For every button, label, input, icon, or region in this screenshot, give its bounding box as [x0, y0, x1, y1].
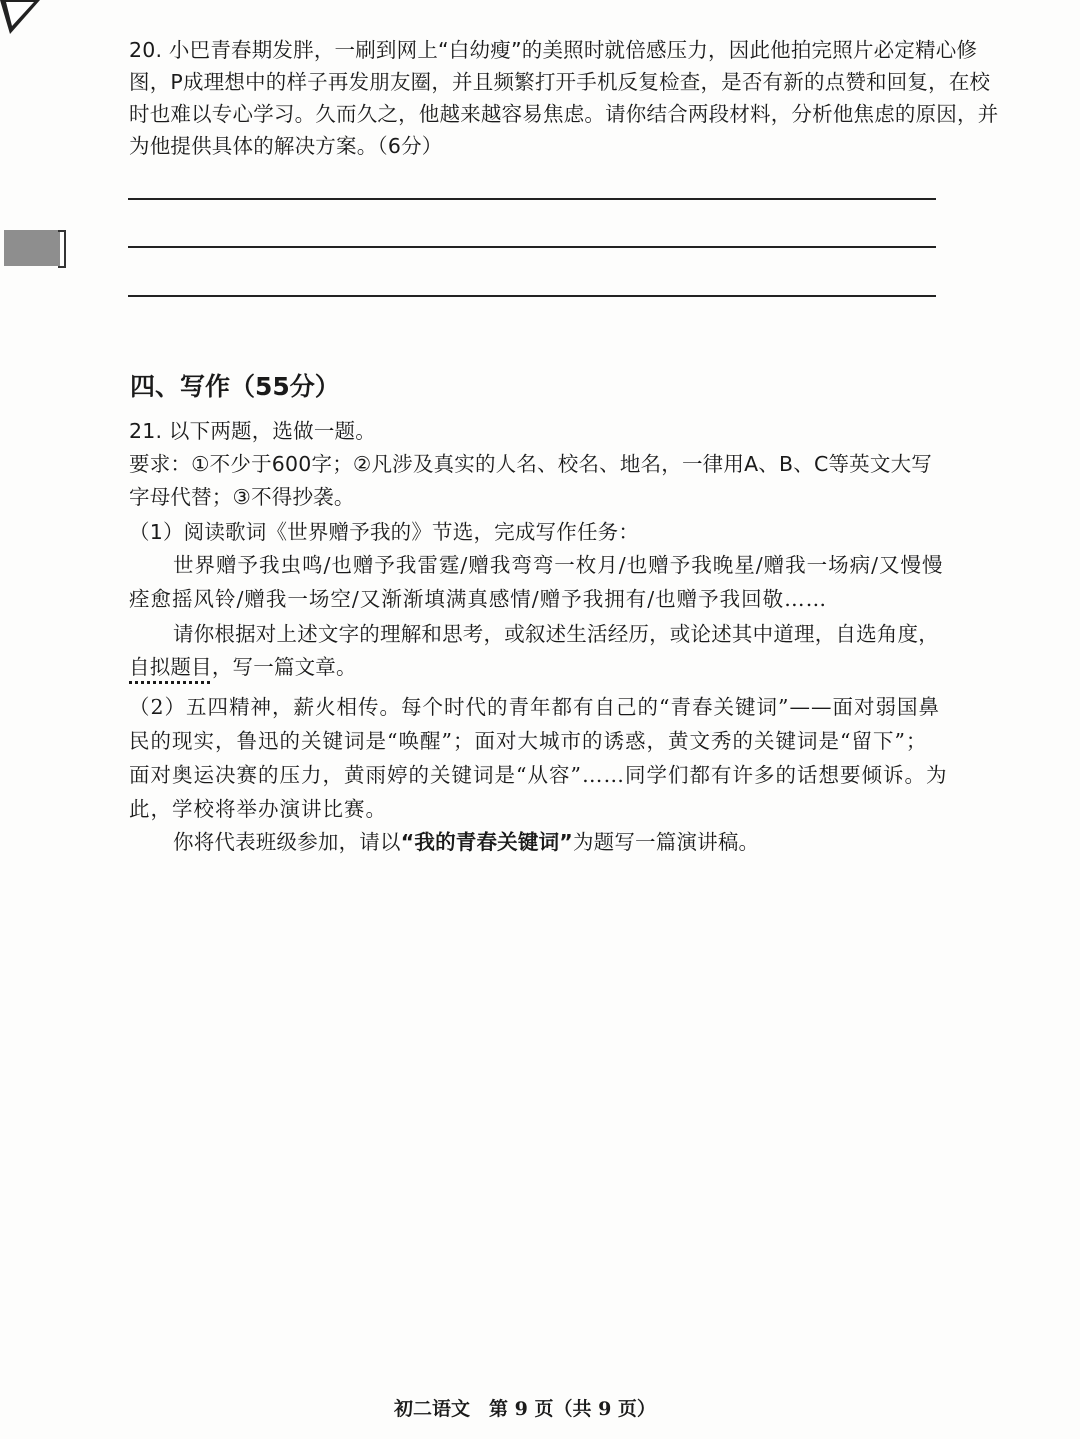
q21-option-2-line-1: （2）五四精神，薪火相传。每个时代的青年都有自己的“青春关键词”——面对弱国鼻: [129, 695, 941, 719]
q21-intro: 21. 以下两题，选做一题。: [129, 419, 376, 443]
q21-option-1-task-line-2: [129, 653, 357, 681]
q21-option-2-line-5: [173, 828, 759, 856]
binding-margin-tab: [4, 230, 60, 266]
answer-line-3: [128, 295, 936, 297]
line-5-part-a: 你将代表班级参加，请以: [173, 830, 401, 854]
dotted-emphasis: 自拟题目: [129, 655, 212, 679]
line-5-part-c: 为题写一篇演讲稿。: [572, 830, 760, 854]
speech-title: “我的青春关键词”: [400, 830, 573, 854]
q20-line-3: 时也难以专心学习。久而久之，他越来越容易焦虑。请你结合两段材料，分析他焦虑的原因，并: [129, 102, 999, 126]
answer-line-1: [128, 198, 936, 200]
task-line-2-rest: ，写一篇文章。: [211, 655, 357, 679]
section-title-writing: 四、写作（55分）: [130, 372, 340, 401]
binding-margin-bracket: [58, 230, 66, 268]
q21-option-2-line-2: 民的现实，鲁迅的关键词是“唤醒”；面对大城市的诱惑，黄文秀的关键词是“留下”；: [129, 729, 928, 753]
q20-line-1: 20. 小巴青春期发胖，一刷到网上“白幼瘦”的美照时就倍感压力，因此他拍完照片必定精心修: [129, 38, 978, 62]
q21-option-1-task-line-1: 请你根据对上述文字的理解和思考，或叙述生活经历，或论述其中道理，自选角度，: [173, 622, 939, 646]
q20-line-4: 为他提供具体的解决方案。（6分）: [129, 134, 443, 158]
answer-line-2: [128, 246, 936, 248]
q21-requirement-1: 要求：①不少于600字；②凡涉及真实的人名、校名、地名，一律用A、B、C等英文大写: [129, 452, 932, 476]
q21-lyrics-line-2: 痊愈摇风铃/赠我一场空/又渐渐填满真感情/赠予我拥有/也赠予我回敬……: [129, 587, 828, 611]
q21-option-1-heading: （1）阅读歌词《世界赠予我的》节选，完成写作任务：: [129, 520, 640, 544]
q21-lyrics-line-1: 世界赠予我虫鸣/也赠予我雷霆/赠我弯弯一枚月/也赠予我晚星/赠我一场病/又慢慢: [173, 553, 944, 577]
q21-option-2-line-3: 面对奥运决赛的压力，黄雨婷的关键词是“从容”……同学们都有许多的话想要倾诉。为: [129, 763, 948, 787]
q21-requirement-2: 字母代替；③不得抄袭。: [129, 485, 355, 509]
q20-line-2: 图，P成理想中的样子再发朋友圈，并且频繁打开手机反复检查，是否有新的点赞和回复，在校: [129, 70, 991, 94]
corner-fold-mark: [0, 0, 44, 40]
q21-option-2-line-4: 此，学校将举办演讲比赛。: [129, 797, 387, 821]
page-footer: 初二语文 第 9 页（共 9 页）: [394, 1398, 656, 1420]
